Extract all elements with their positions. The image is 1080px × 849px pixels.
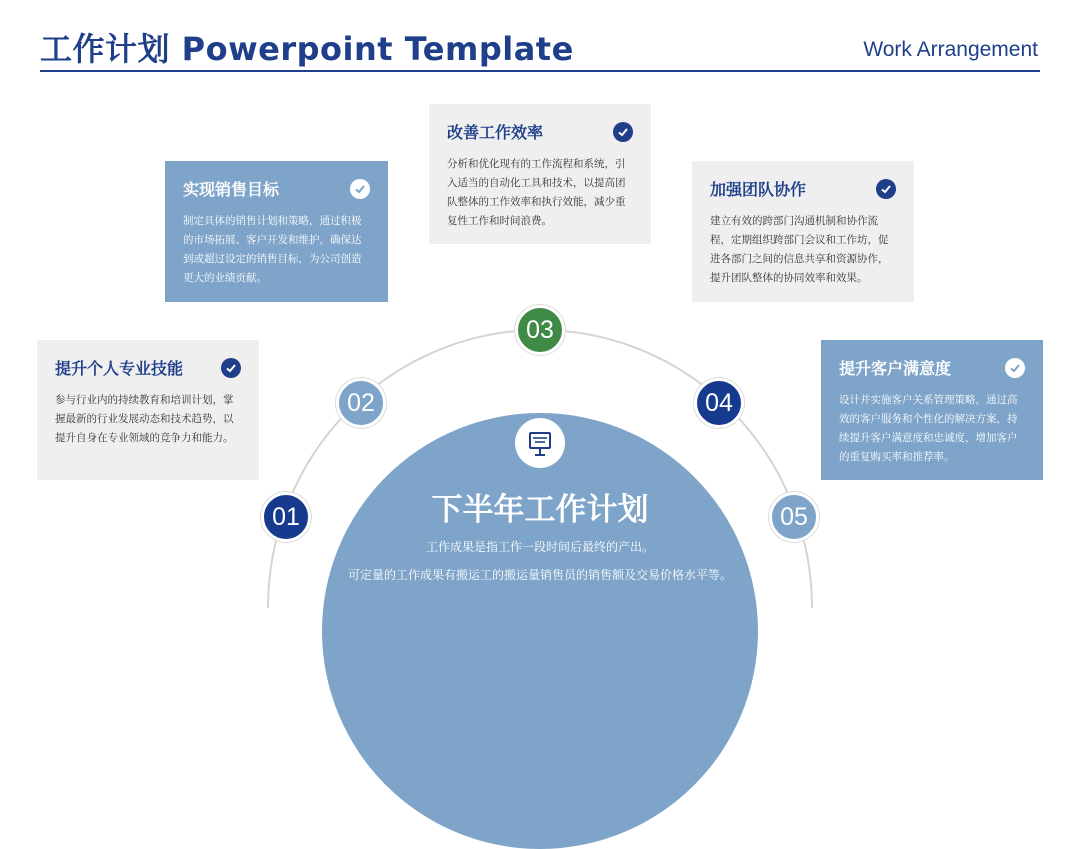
check-circle-icon: [1005, 358, 1025, 378]
page-title: 工作计划 Powerpoint Template: [40, 30, 574, 68]
card-title: 实现销售目标: [183, 180, 280, 199]
step-number-01: 01: [261, 492, 311, 542]
card-satisfaction: [821, 340, 1043, 480]
center-description-1: 工作成果是指工作一段时间后最终的产出。: [425, 540, 654, 554]
card-title: 加强团队协作: [710, 180, 807, 199]
page-subtitle: Work Arrangement: [863, 38, 1038, 61]
card-title: 提升个人专业技能: [55, 359, 184, 378]
center-title: 下半年工作计划: [431, 492, 649, 528]
card-efficiency: [429, 104, 651, 244]
check-circle-icon: [876, 179, 896, 199]
card-teamwork: [692, 161, 914, 302]
step-number-05: 05: [769, 492, 819, 542]
card-body: 参与行业内的持续教育和培训计划，掌握最新的行业发展动态和技术趋势，以提升自身在专业领域的竞争力和能力。: [55, 394, 234, 444]
step-number-02: 02: [336, 378, 386, 428]
card-title: 改善工作效率: [447, 123, 544, 142]
card-body: 建立有效的跨部门沟通机制和协作流程，定期组织跨部门会议和工作坊，促进各部门之间的信息共享和资源协作，提升团队整体的协同效率和效果。: [710, 215, 889, 284]
presentation-board-icon: [515, 418, 565, 468]
check-circle-icon: [350, 179, 370, 199]
card-body: 制定具体的销售计划和策略，通过积极的市场拓展、客户开发和维护，确保达到或超过设定的销售目标，为公司创造更大的业绩贡献。: [183, 215, 362, 284]
check-circle-icon: [613, 122, 633, 142]
card-sales: [165, 161, 388, 302]
check-circle-icon: [221, 358, 241, 378]
card-title: 提升客户满意度: [839, 359, 952, 378]
card-body: 分析和优化现有的工作流程和系统，引入适当的自动化工具和技术，以提高团队整体的工作效率和执行效能，减少重复性工作和时间浪费。: [447, 158, 626, 227]
card-body: 设计并实施客户关系管理策略，通过高效的客户服务和个性化的解决方案，持续提升客户满意度和忠诚度，增加客户的重复购买率和推荐率。: [839, 394, 1018, 463]
card-skills: [37, 340, 259, 480]
step-number-03: 03: [515, 305, 565, 355]
center-description-2: 可定量的工作成果有搬运工的搬运量销售员的销售额及交易价格水平等。: [347, 568, 732, 582]
step-number-04: 04: [694, 378, 744, 428]
center-dome: [322, 413, 758, 849]
